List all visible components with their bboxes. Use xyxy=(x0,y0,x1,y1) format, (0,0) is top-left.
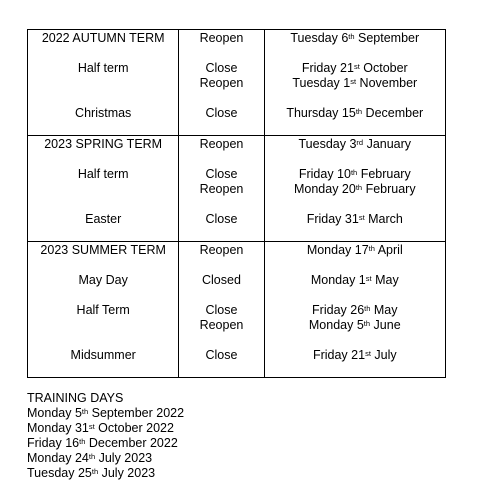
ordinal-suffix: st xyxy=(365,274,372,283)
term-date xyxy=(265,318,445,333)
term-action: Close xyxy=(205,167,238,181)
ordinal-suffix: st xyxy=(350,77,357,86)
term-label-cell xyxy=(28,212,179,242)
term-row xyxy=(28,348,446,378)
date-day: Monday 24 xyxy=(27,451,89,465)
term-date-cell xyxy=(264,106,445,136)
term-action-cell xyxy=(179,61,264,106)
term-label-cell xyxy=(28,61,179,106)
term-action: Reopen xyxy=(199,318,244,332)
date-day: Tuesday 1 xyxy=(292,76,351,90)
term-date xyxy=(265,273,445,288)
term-date xyxy=(265,31,445,46)
term-action-cell xyxy=(179,242,264,274)
term-label: Half term xyxy=(77,61,129,75)
date-day: Friday 21 xyxy=(312,348,366,362)
term-row xyxy=(28,61,446,106)
term-label-cell xyxy=(28,273,179,303)
date-rest: July xyxy=(370,348,397,362)
term-label: May Day xyxy=(78,273,128,287)
date-day: Monday 1 xyxy=(310,273,366,287)
term-date-cell xyxy=(264,303,445,348)
term-row xyxy=(28,273,446,303)
date-day: Monday 17 xyxy=(306,243,369,257)
date-day: Thursday 15 xyxy=(286,106,356,120)
term-action: Closed xyxy=(202,273,241,287)
term-row xyxy=(28,167,446,212)
ordinal-suffix: st xyxy=(88,422,95,431)
date-rest: January xyxy=(363,137,412,151)
term-action-cell xyxy=(179,303,264,348)
ordinal-suffix: th xyxy=(79,437,86,446)
date-day: Friday 16 xyxy=(27,436,80,450)
term-label-cell xyxy=(28,167,179,212)
term-action-cell xyxy=(179,273,264,303)
term-action: Close xyxy=(205,106,238,120)
date-day: Monday 5 xyxy=(27,406,82,420)
ordinal-suffix: rd xyxy=(356,138,364,147)
date-rest: July 2023 xyxy=(98,466,156,480)
term-date xyxy=(265,76,445,91)
term-row xyxy=(28,136,446,168)
term-action: Close xyxy=(205,212,238,226)
term-label-cell xyxy=(28,30,179,62)
term-action: Reopen xyxy=(199,76,244,90)
term-date-cell xyxy=(264,273,445,303)
date-day: Tuesday 3 xyxy=(298,137,357,151)
training-day xyxy=(27,421,184,436)
term-action-cell xyxy=(179,167,264,212)
date-rest: November xyxy=(356,76,418,90)
term-row xyxy=(28,242,446,274)
term-date xyxy=(265,167,445,182)
ordinal-suffix: th xyxy=(355,183,363,192)
ordinal-suffix: th xyxy=(363,319,371,328)
term-date-cell xyxy=(264,136,445,168)
date-rest: July 2023 xyxy=(95,451,153,465)
term-row xyxy=(28,106,446,136)
term-action-cell xyxy=(179,212,264,242)
term-label-cell xyxy=(28,242,179,274)
training-days-list xyxy=(27,406,184,481)
term-action-cell xyxy=(179,106,264,136)
term-date xyxy=(265,61,445,76)
term-dates-table xyxy=(27,29,446,378)
training-day-text xyxy=(27,421,174,435)
term-date xyxy=(265,182,445,197)
term-label-cell xyxy=(28,303,179,348)
term-row xyxy=(28,30,446,62)
ordinal-suffix: th xyxy=(368,244,375,253)
ordinal-suffix: th xyxy=(88,452,96,461)
date-rest: December xyxy=(362,106,424,120)
training-day xyxy=(27,466,184,481)
date-rest: October 2022 xyxy=(94,421,174,435)
ordinal-suffix: st xyxy=(358,213,365,222)
term-date xyxy=(265,303,445,318)
ordinal-suffix: th xyxy=(91,467,99,476)
ordinal-suffix: th xyxy=(350,168,358,177)
training-days-title: TRAINING DAYS xyxy=(27,391,124,405)
term-label: Easter xyxy=(85,212,122,226)
term-action: Reopen xyxy=(199,182,244,196)
ordinal-suffix: th xyxy=(355,107,363,116)
term-label: Christmas xyxy=(75,106,132,120)
date-rest: September xyxy=(354,31,420,45)
term-label: 2022 AUTUMN TERM xyxy=(41,31,165,45)
term-label-cell xyxy=(28,136,179,168)
term-date xyxy=(265,106,445,121)
term-date xyxy=(265,348,445,363)
date-rest: May xyxy=(370,303,398,317)
date-day: Monday 5 xyxy=(308,318,364,332)
date-rest: February xyxy=(357,167,411,181)
date-day: Monday 31 xyxy=(27,421,89,435)
term-action: Close xyxy=(205,348,238,362)
date-rest: September 2022 xyxy=(88,406,185,420)
training-day-text xyxy=(27,436,178,450)
term-action-cell xyxy=(179,30,264,62)
training-days-section xyxy=(27,391,184,481)
training-day xyxy=(27,436,184,451)
term-action: Close xyxy=(205,61,238,75)
term-label: 2023 SPRING TERM xyxy=(44,137,163,151)
term-label: 2023 SUMMER TERM xyxy=(40,243,166,257)
date-rest: February xyxy=(362,182,416,196)
training-day-text xyxy=(27,406,184,420)
training-day xyxy=(27,451,184,466)
term-date xyxy=(265,212,445,227)
term-date-cell xyxy=(264,167,445,212)
term-date xyxy=(265,137,445,152)
term-label-cell xyxy=(28,106,179,136)
date-day: Friday 10 xyxy=(298,167,351,181)
term-date xyxy=(265,243,445,258)
term-row xyxy=(28,212,446,242)
date-rest: March xyxy=(364,212,403,226)
term-action-cell xyxy=(179,136,264,168)
term-label: Half term xyxy=(77,167,129,181)
training-day xyxy=(27,406,184,421)
date-day: Friday 21 xyxy=(301,61,354,75)
date-day: Friday 31 xyxy=(306,212,359,226)
term-action: Reopen xyxy=(199,31,244,45)
term-label: Midsummer xyxy=(70,348,136,362)
term-action: Reopen xyxy=(199,243,244,257)
term-action: Close xyxy=(205,303,238,317)
date-day: Tuesday 25 xyxy=(27,466,92,480)
date-rest: April xyxy=(374,243,403,257)
ordinal-suffix: st xyxy=(353,62,360,71)
ordinal-suffix: th xyxy=(364,304,371,313)
ordinal-suffix: th xyxy=(348,32,355,41)
date-day: Tuesday 6 xyxy=(290,31,349,45)
term-action: Reopen xyxy=(199,137,244,151)
term-date-cell xyxy=(264,30,445,62)
term-label-cell xyxy=(28,348,179,378)
training-day-text xyxy=(27,466,155,480)
term-label: Half Term xyxy=(76,303,130,317)
date-rest: December 2022 xyxy=(85,436,178,450)
ordinal-suffix: th xyxy=(81,407,89,416)
date-day: Monday 20 xyxy=(293,182,356,196)
term-row xyxy=(28,303,446,348)
training-day-text xyxy=(27,451,152,465)
term-date-cell xyxy=(264,242,445,274)
term-date-cell xyxy=(264,348,445,378)
date-rest: May xyxy=(371,273,399,287)
date-day: Friday 26 xyxy=(312,303,365,317)
term-action-cell xyxy=(179,348,264,378)
term-date-cell xyxy=(264,61,445,106)
date-rest: October xyxy=(359,61,408,75)
term-date-cell xyxy=(264,212,445,242)
date-rest: June xyxy=(370,318,401,332)
ordinal-suffix: st xyxy=(365,349,371,358)
